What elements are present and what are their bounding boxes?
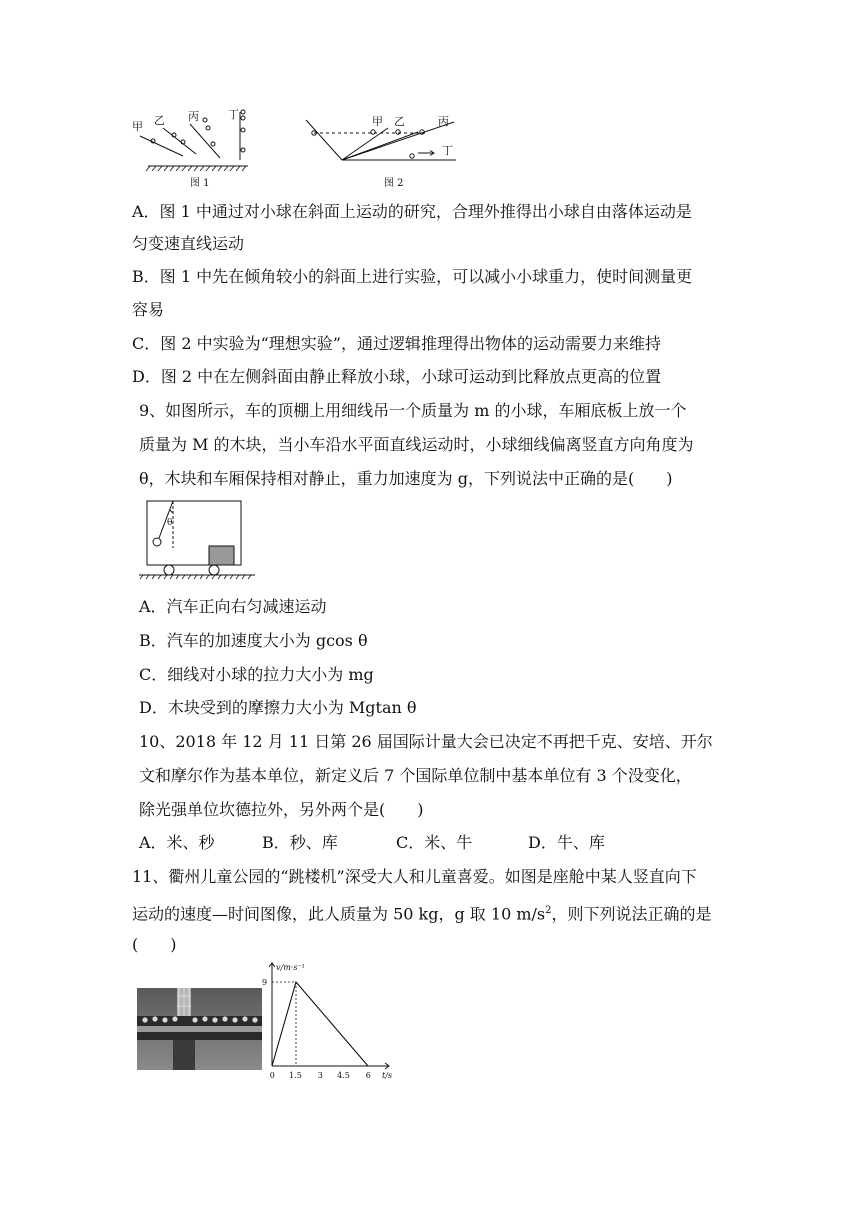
q10-option-c: C．米、牛 (396, 833, 473, 852)
q10-stem-line2: 文和摩尔作为基本单位，新定义后 7 个国际单位制中基本单位有 3 个没变化， (139, 766, 692, 785)
q8-option-d: D．图 2 中在左侧斜面由静止释放小球，小球可运动到比释放点更高的位置 (132, 367, 662, 386)
fig1-label-jia: 甲 (132, 120, 143, 133)
q8-option-a-line1: A．图 1 中通过对小球在斜面上运动的研究，合理外推得出小球自由落体运动是 (132, 202, 692, 221)
x-tick-label: 1.5 (289, 1071, 302, 1080)
fig1-label-bing: 丙 (188, 110, 199, 123)
q9-stem-line1: 9、如图所示，车的顶棚上用细线吊一个质量为 m 的小球，车厢底板上放一个 (139, 401, 687, 420)
x-tick-label: 4.5 (337, 1071, 350, 1080)
fig1-label-ding: 丁 (228, 108, 239, 121)
q9-stem-line2: 质量为 M 的木块，当小车沿水平面直线运动时，小球细线偏离竖直方向角度为 (139, 435, 694, 454)
q10-stem-line1: 10、2018 年 12 月 11 日第 26 届国际计量大会已决定不再把千克、安培、开尔 (139, 732, 713, 751)
y-axis-label: v/m·s⁻¹ (276, 963, 305, 972)
drop-tower-photo (137, 988, 262, 1070)
q11-superscript: 2 (545, 905, 552, 916)
fig2-label-jia: 甲 (372, 115, 383, 128)
q11-stem-line2-a: 运动的速度—时间图像，此人质量为 50 kg，g 取 10 m/s (132, 904, 546, 924)
series-line (272, 982, 368, 1066)
fig2-label-bing: 丙 (438, 115, 449, 128)
q8-option-b-line2: 容易 (132, 300, 165, 319)
q10-option-a: A．米、秒 (139, 833, 215, 852)
q8-option-c: C．图 2 中实验为“理想实验”，通过逻辑推理得出物体的运动需要力来维持 (132, 334, 661, 353)
q9-theta-label: θ (167, 518, 173, 528)
figure-2 (298, 108, 468, 188)
figure-1 (128, 108, 268, 188)
q9-car-diagram (137, 498, 262, 582)
q11-stem-line1: 11、衢州儿童公园的“跳楼机”深受大人和儿童喜爱。如图是座舱中某人竖直向下 (132, 867, 697, 886)
chart-plot-area (262, 963, 392, 1080)
fig2-caption: 图 2 (384, 178, 404, 188)
q11-stem-line2 (132, 900, 712, 925)
fig1-label-yi: 乙 (154, 114, 165, 127)
fig1-caption: 图 1 (190, 178, 210, 188)
q10-option-d: D．牛、库 (528, 833, 605, 852)
q9-stem-line3: θ，木块和车厢保持相对静止，重力加速度为 g，下列说法中正确的是( ) (139, 469, 673, 488)
q8-option-b-line1: B．图 1 中先在倾角较小的斜面上进行实验，可以减小小球重力，使时间测量更 (132, 267, 693, 286)
q11-stem-line3: ( ) (132, 935, 177, 954)
x-axis-label: t/s (382, 1071, 393, 1080)
y-tick-label: 9 (262, 978, 268, 987)
q9-option-c: C．细线对小球的拉力大小为 mg (139, 665, 374, 684)
q9-option-a: A．汽车正向右匀减速运动 (139, 597, 327, 616)
x-tick-label: 3 (317, 1071, 323, 1080)
q9-option-b: B．汽车的加速度大小为 gcos θ (139, 631, 368, 650)
x-tick-label: 6 (365, 1071, 371, 1080)
q8-option-a-line2: 匀变速直线运动 (132, 234, 245, 253)
x-tick-label: 0 (269, 1071, 275, 1080)
fig2-label-yi: 乙 (394, 115, 405, 128)
q10-option-b: B．秒、库 (262, 833, 338, 852)
q10-stem-line3: 除光强单位坎德拉外，另外两个是( ) (139, 800, 424, 819)
vt-chart (258, 960, 398, 1080)
fig2-label-ding: 丁 (442, 144, 453, 157)
q11-stem-line2-b: ，则下列说法正确的是 (551, 904, 712, 924)
q9-option-d: D．木块受到的摩擦力大小为 Mgtan θ (139, 698, 417, 717)
